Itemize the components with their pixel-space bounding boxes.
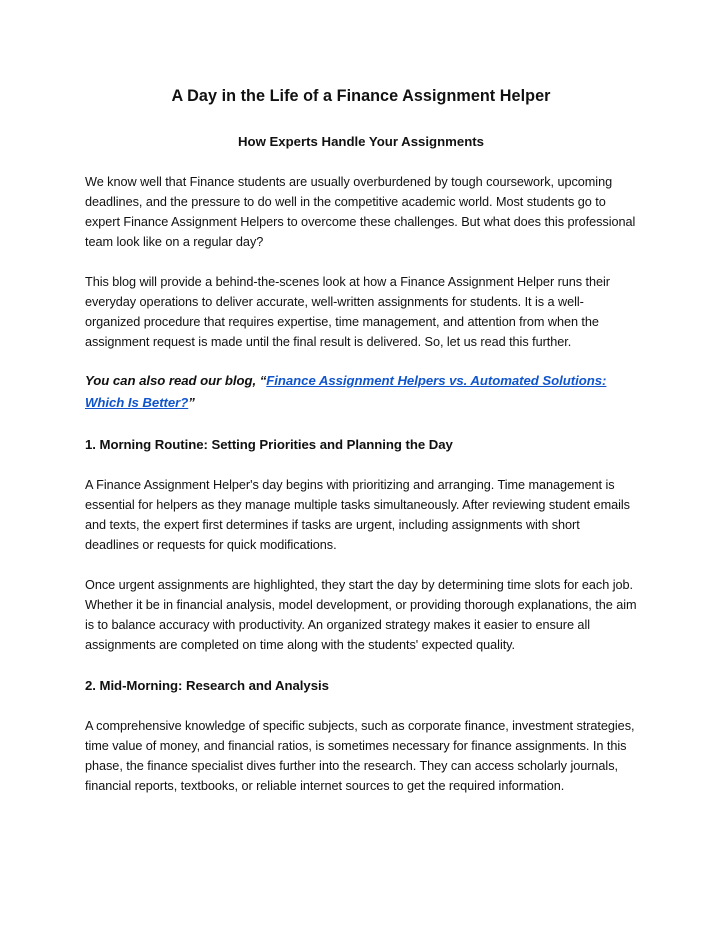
section-2-heading: 2. Mid-Morning: Research and Analysis [85,678,329,693]
section-1-heading: 1. Morning Routine: Setting Priorities and Planning the Day [85,437,453,452]
document-subtitle: How Experts Handle Your Assignments [238,134,484,149]
read-also-callout [85,370,637,414]
intro-paragraph-1: We know well that Finance students are usually overburdened by tough coursework, upcoming deadlines, and the pressure to do well in the competitive academic world. Most students go to expert Finance Assignment Helpers to overcome these challenges. But what does this professional team look like on a regular day? [85,175,636,249]
read-also-prefix: You can also read our blog, “ [85,373,267,388]
section-1-paragraph-1: A Finance Assignment Helper's day begins with prioritizing and arranging. Time management is essential for helpers as they manage multiple tasks simultaneously. After reviewing student emails and texts, the expert first determines if tasks are urgent, including assignments with short deadlines or requests for quick modifications. [85,478,630,552]
intro-paragraph-2: This blog will provide a behind-the-scenes look at how a Finance Assignment Helper runs their everyday operations to deliver accurate, well-written assignments for students. It is a well-organized procedure that requires expertise, time management, and attention from when the assignment request is made until the final result is delivered. So, let us read this further. [85,275,610,349]
read-also-suffix: ” [188,395,195,410]
document-body [85,84,637,796]
section-1-paragraph-2: Once urgent assignments are highlighted, they start the day by determining time slots for each job. Whether it be in financial analysis, model development, or providing thorough explanations, the aim is to balance accuracy with productivity. An organized strategy makes it easier to ensure all assignments are completed on time along with the students' expected quality. [85,578,637,652]
document-title: A Day in the Life of a Finance Assignment Helper [171,87,551,105]
related-blog-link[interactable]: Finance Assignment Helpers vs. Automated Solutions: Which Is Better? [85,373,607,410]
section-2-paragraph-1: A comprehensive knowledge of specific subjects, such as corporate finance, investment strategies, time value of money, and financial ratios, is sometimes necessary for finance assignments. In this phase, the finance specialist dives further into the research. They can access scholarly journals, financial reports, textbooks, or reliable internet sources to get the required information. [85,719,635,793]
